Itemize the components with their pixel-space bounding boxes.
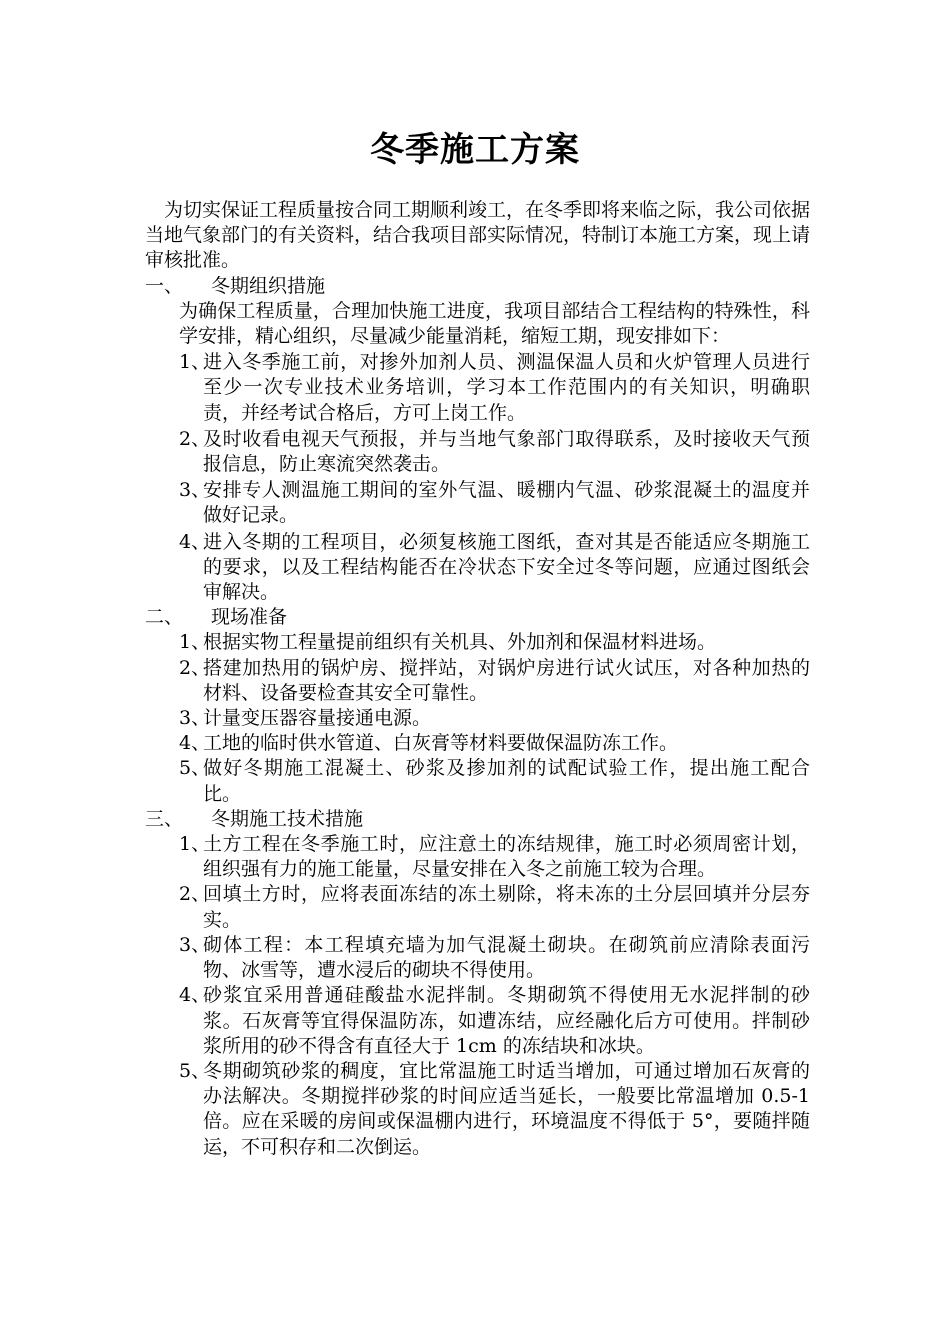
list-item-number: 3、	[179, 933, 211, 956]
list-item-text: 及时收看电视天气预报，并与当地气象部门取得联系，及时接收天气预报信息，防止寒流突然袭击。	[203, 427, 810, 476]
section-heading	[145, 807, 810, 832]
list-item-text: 进入冬季施工前，对掺外加剂人员、测温保温人员和火炉管理人员进行至少一次专业技术业务培训，学习本工作范围内的有关知识，明确职责，并经考试合格后，方可上岗工作。	[203, 351, 810, 424]
section-technical-measures	[145, 807, 810, 1160]
list-item-text: 安排专人测温施工期间的室外气温、暖棚内气温、砂浆混凝土的温度并做好记录。	[203, 479, 810, 527]
list-item	[179, 530, 810, 606]
list-item-number: 4、	[179, 732, 211, 755]
section-number: 二、	[145, 606, 184, 629]
list-item-text: 做好冬期施工混凝土、砂浆及掺加剂的试配试验工作，提出施工配合比。	[203, 757, 810, 805]
list-item	[179, 756, 810, 806]
list-item	[179, 882, 810, 932]
list-item	[179, 983, 810, 1059]
list-item-text: 计量变压器容量接通电源。	[203, 707, 432, 730]
list-item	[179, 1059, 810, 1160]
document-title: 冬季施工方案	[370, 130, 580, 170]
section-heading	[145, 274, 810, 299]
list-item-text: 砌体工程：本工程填充墙为加气混凝土砌块。在砌筑前应清除表面污物、冰雪等，遭水浸后的砌块不得使用。	[203, 933, 810, 982]
list-item-number: 2、	[179, 656, 211, 679]
section-number: 三、	[145, 807, 184, 830]
list-item	[179, 427, 810, 477]
list-item-text: 进入冬期的工程项目，必须复核施工图纸，查对其是否能适应冬期施工的要求，以及工程结构能否在冷状态下安全过冬等问题，应通过图纸会审解决。	[203, 530, 810, 604]
list-item	[179, 933, 810, 983]
section-heading-text: 冬期施工技术措施	[211, 807, 364, 830]
section-heading	[145, 605, 810, 630]
section-number: 一、	[145, 274, 184, 297]
list-item-number: 4、	[179, 984, 211, 1007]
list-item-number: 2、	[179, 427, 211, 450]
list-item	[179, 832, 810, 882]
list-item-text: 土方工程在冬季施工时，应注意土的冻结规律，施工时必须周密计划，组织强有力的施工能量，尽量安排在入冬之前施工较为合理。	[203, 833, 810, 881]
list-item-text: 砂浆宜采用普通硅酸盐水泥拌制。冬期砌筑不得使用无水泥拌制的砂浆。石灰膏等宜得保温防冻，如遭冻结，应经融化后方可使用。拌制砂浆所用的砂不得含有直径大于 1cm 的冻结块和冰块。	[203, 984, 810, 1057]
section-site-preparation	[145, 605, 810, 807]
list-item	[179, 706, 810, 731]
section-paragraph: 为确保工程质量，合理加快施工进度，我项目部结合工程结构的特殊性，科学安排，精心组织，尽量减少能量消耗，缩短工期，现安排如下：	[179, 299, 810, 348]
list-item-number: 1、	[179, 833, 211, 856]
list-item-text: 工地的临时供水管道、白灰膏等材料要做保温防冻工作。	[203, 732, 679, 755]
list-item-number: 2、	[179, 883, 211, 906]
list-item-number: 3、	[179, 707, 211, 730]
list-item-text: 根据实物工程量提前组织有关机具、外加剂和保温材料进场。	[203, 631, 717, 654]
list-item-text: 冬期砌筑砂浆的稠度，宜比常温施工时适当增加，可通过增加石灰膏的办法解决。冬期搅拌砂浆的时间应适当延长，一般要比常温增加 0.5-1 倍。应在采暖的房间或保温棚内进行，环境温度不得低于 5°，要随拌随运，不可积存和二次倒运。	[203, 1059, 810, 1158]
list-item-number: 4、	[179, 530, 211, 553]
list-item-number: 5、	[179, 757, 211, 780]
list-item-number: 5、	[179, 1059, 211, 1082]
intro-paragraph: 为切实保证工程质量按合同工期顺利竣工，在冬季即将来临之际，我公司依据当地气象部门的有关资料，结合我项目部实际情况，特制订本施工方案，现上请审核批准。	[145, 199, 811, 272]
list-item	[179, 630, 810, 655]
list-item-number: 1、	[179, 631, 211, 654]
list-item-text: 回填土方时，应将表面冻结的冻土剔除，将未冻的土分层回填并分层夯实。	[203, 883, 810, 931]
list-item-number: 3、	[179, 479, 211, 502]
section-organization	[145, 274, 810, 606]
list-item	[179, 656, 810, 706]
list-item	[179, 731, 810, 756]
section-heading-text: 现场准备	[211, 606, 288, 629]
document-body	[145, 198, 810, 1160]
list-item	[179, 350, 810, 426]
list-item	[179, 478, 810, 528]
section-heading-text: 冬期组织措施	[211, 274, 326, 297]
list-item-text: 搭建加热用的锅炉房、搅拌站，对锅炉房进行试火试压，对各种加热的材料、设备要检查其安全可靠性。	[203, 656, 810, 704]
list-item-number: 1、	[179, 351, 211, 374]
